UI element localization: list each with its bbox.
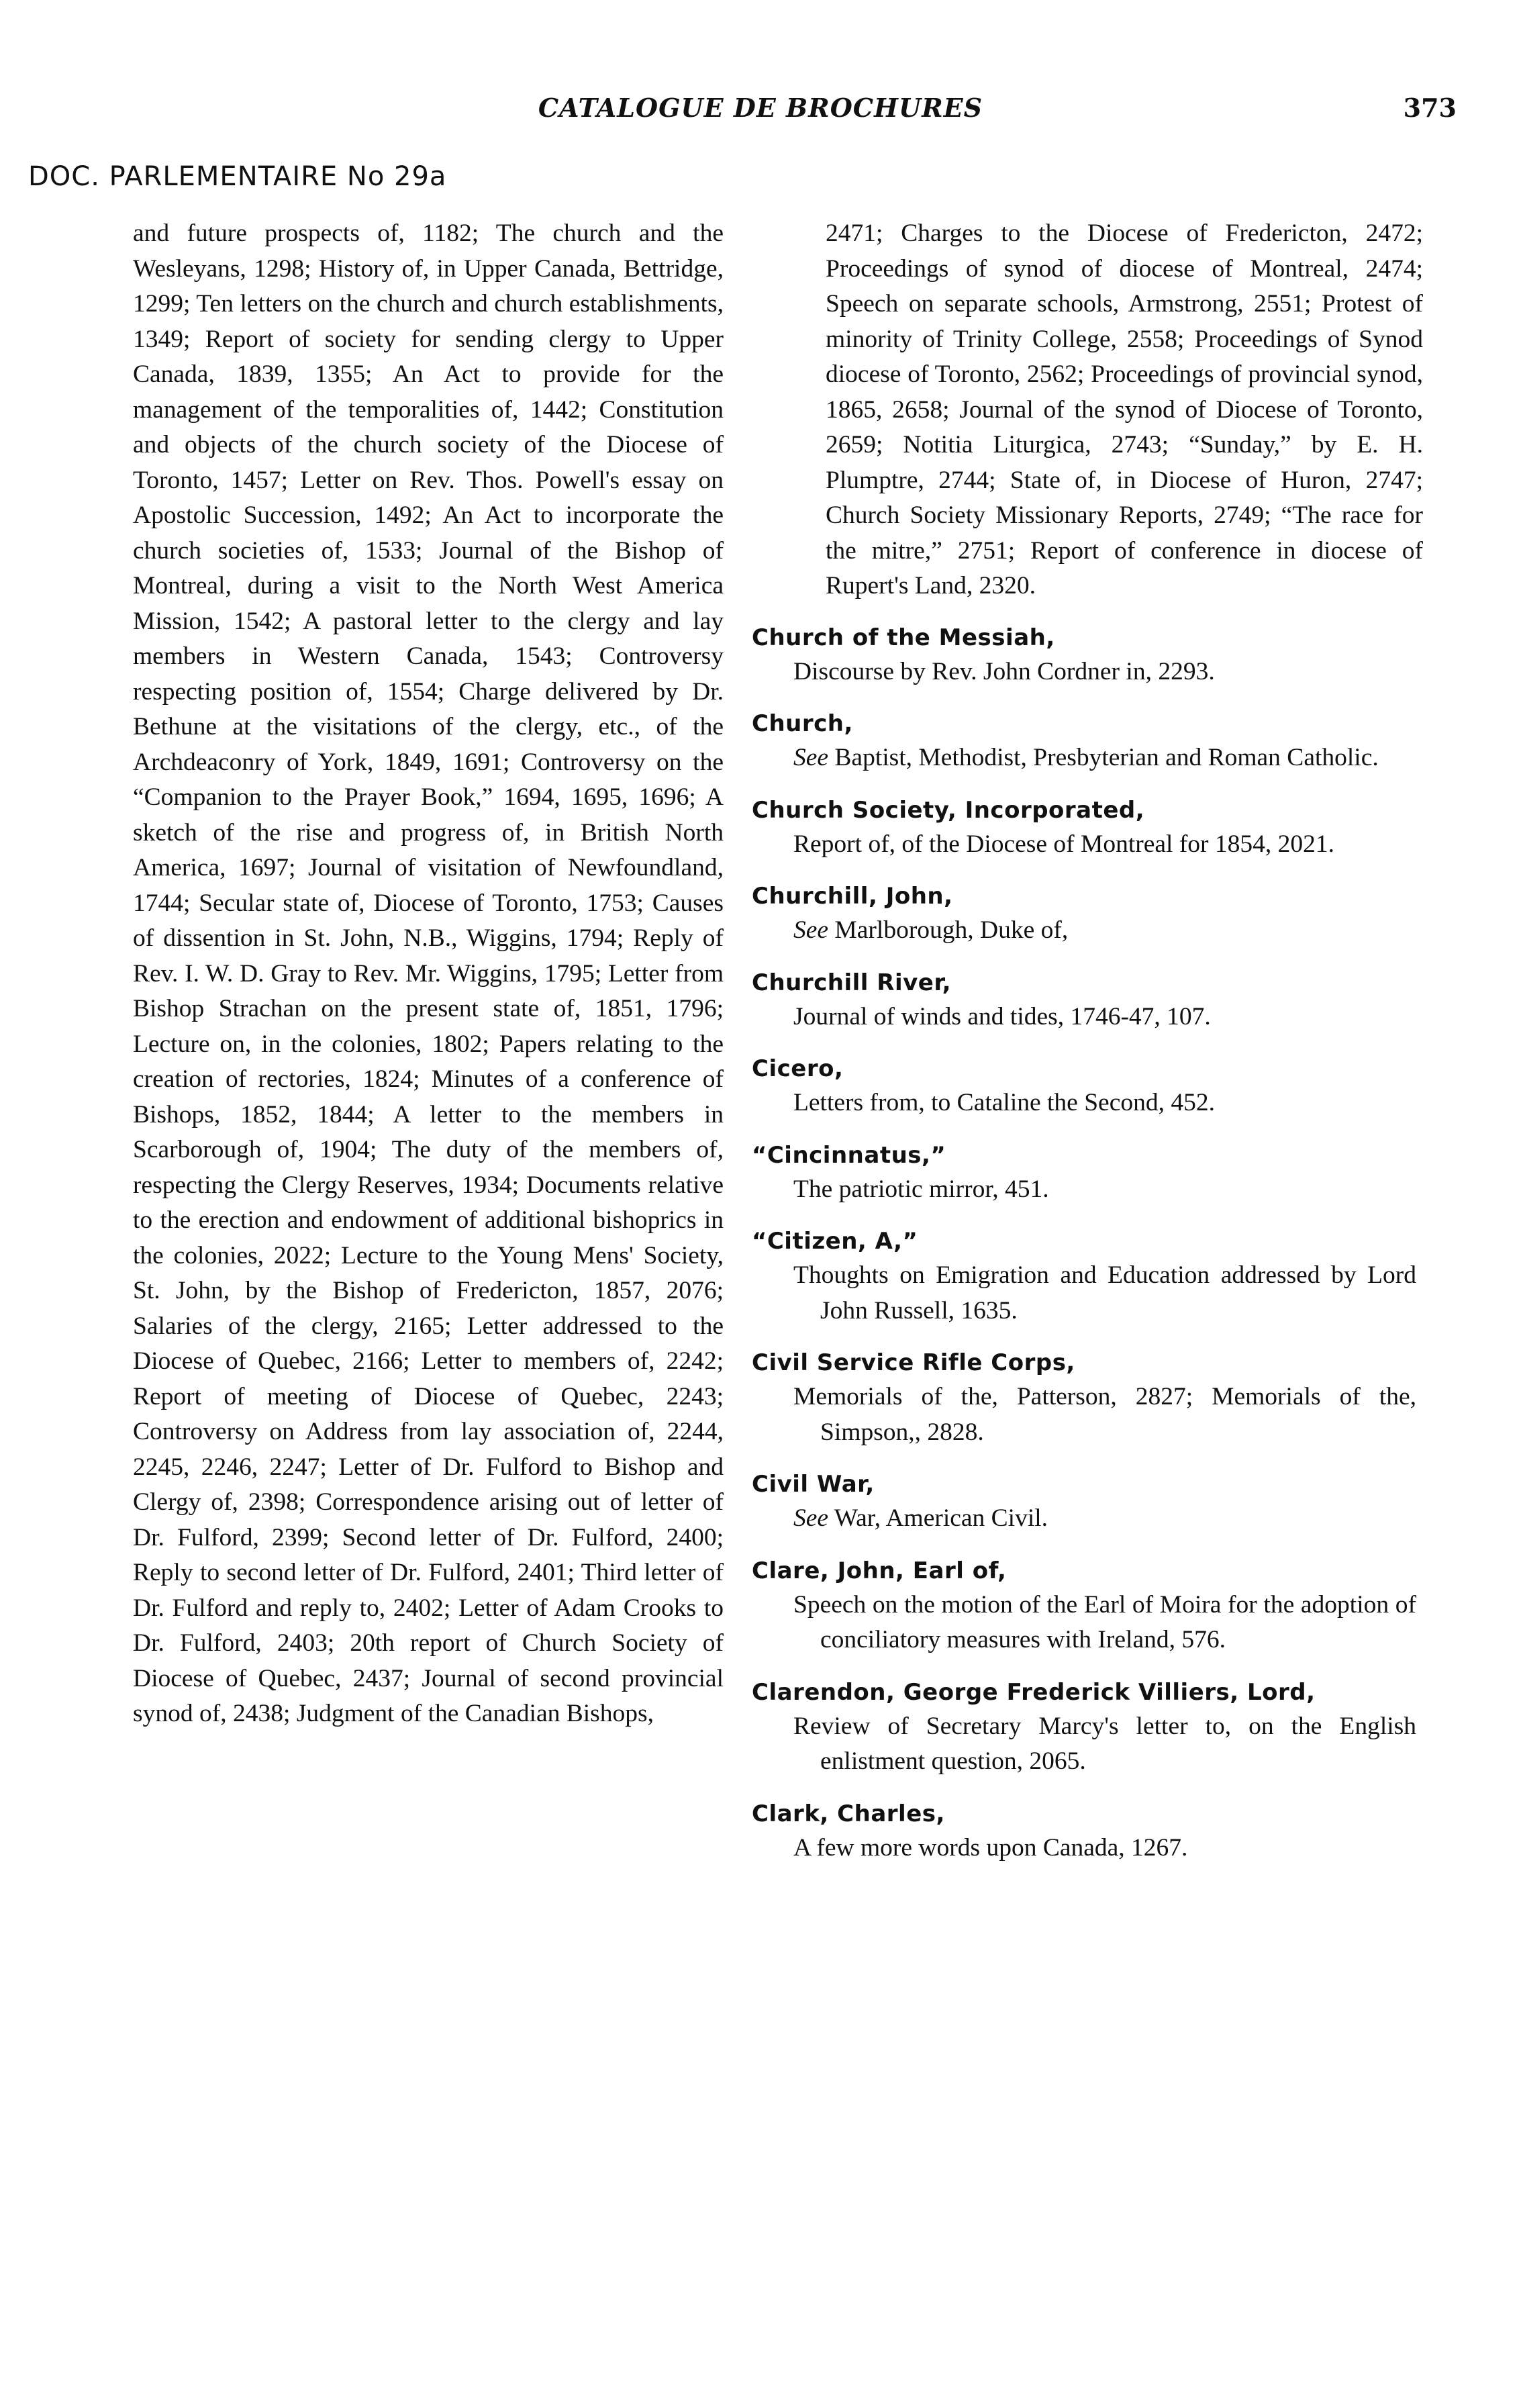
entry-heading: Clarendon, George Frederick Villiers, Lord,	[752, 1678, 1316, 1706]
entry-body	[793, 1501, 1416, 1537]
entry-text: The patriotic mirror, 451.	[793, 1175, 1049, 1203]
entry-text: Review of Secretary Marcy's letter to, on the English enlistment question, 2065.	[793, 1712, 1416, 1775]
index-entry	[752, 879, 1423, 949]
entry-text: War, American Civil.	[834, 1504, 1048, 1532]
entry-text: Speech on the motion of the Earl of Moira for the adoption of conciliatory measures with Ireland, 576.	[793, 1590, 1416, 1653]
index-entry	[752, 1467, 1423, 1537]
entry-heading: Church,	[752, 710, 853, 737]
index-entry	[752, 1797, 1423, 1866]
left-column	[133, 216, 724, 1732]
entry-body	[793, 1086, 1416, 1121]
entry-heading: Civil Service Rifle Corps,	[752, 1349, 1075, 1376]
running-title: CATALOGUE DE BROCHURES	[538, 93, 983, 123]
entry-heading: Civil War,	[752, 1471, 875, 1498]
entry-heading: Cicero,	[752, 1055, 844, 1082]
entry-text: Letters from, to Cataline the Second, 452.	[793, 1089, 1215, 1116]
entry-body	[793, 655, 1416, 690]
entry-text: Thoughts on Emigration and Education addressed by Lord John Russell, 1635.	[793, 1261, 1416, 1325]
entry-body	[793, 1258, 1416, 1329]
continuation-paragraph: 2471; Charges to the Diocese of Fredericton, 2472; Proceedings of synod of diocese of Montreal, 2474; Speech on separate schools, Armstrong, 2551; Protest of minority of Trinity College, 2558; Proceedings of Synod diocese of Toronto, 2562; Proceedings of provincial synod, 1865, 2658; Journal of the synod of Diocese of Toronto, 2659; Notitia Liturgica, 2743; “Sunday,” by E. H. Plumptre, 2744; State of, in Diocese of Huron, 2747; Church Society Missionary Reports, 2749; “The race for the mitre,” 2751; Report of conference in diocese of Rupert's Land, 2320.	[826, 220, 1423, 599]
entry-body	[793, 1000, 1416, 1035]
document-label: DOC. PARLEMENTAIRE No 29a	[28, 161, 447, 192]
entry-text: Discourse by Rev. John Cordner in, 2293.	[793, 657, 1215, 685]
entry-heading: Church Society, Incorporated,	[752, 796, 1145, 824]
entry-body	[793, 827, 1416, 863]
index-entry	[752, 1554, 1423, 1658]
index-entry	[752, 1224, 1423, 1329]
index-entry	[752, 621, 1423, 690]
entry-body	[793, 1831, 1416, 1866]
entry-text: Memorials of the, Patterson, 2827; Memorials of the, Simpson,, 2828.	[793, 1383, 1416, 1446]
entry-heading: Churchill River,	[752, 969, 952, 996]
entry-body	[793, 913, 1416, 949]
index-entry	[752, 793, 1423, 863]
entry-heading: Church of the Messiah,	[752, 624, 1055, 651]
entry-text: Journal of winds and tides, 1746-47, 107.	[793, 1002, 1211, 1030]
index-entry	[752, 1676, 1423, 1780]
entry-text: Marlborough, Duke of,	[834, 916, 1069, 944]
entry-text: A few more words upon Canada, 1267.	[793, 1833, 1188, 1862]
see-reference: See	[793, 916, 829, 944]
entry-heading: Churchill, John,	[752, 883, 953, 910]
left-column-text: and future prospects of, 1182; The church and the Wesleyans, 1298; History of, in Upper Canada, Bettridge, 1299; Ten letters on the church and church establishments, 1349; Report of society for sending clergy to Upper Canada, 1839, 1355; An Act to provide for the management of the temporalities of, 1442; Constitution and objects of the church society of the Diocese of Toronto, 1457; Letter on Rev. Thos. Powell's essay on Apostolic Succession, 1492; An Act to incorporate the church societies of, 1533; Journal of the Bishop of Montreal, during a visit to the North West America Mission, 1542; A pastoral letter to the clergy and lay members in Western Canada, 1543; Controversy respecting position of, 1554; Charge delivered by Dr. Bethune at the visitations of the clergy, etc., of the Archdeaconry of York, 1849, 1691; Controversy on the “Companion to the Prayer Book,” 1694, 1695, 1696; A sketch of the rise and progress of, in British North America, 1697; Journal of visitation of Newfoundland, 1744; Secular state of, Diocese of Toronto, 1753; Causes of dissention in St. John, N.B., Wiggins, 1794; Reply of Rev. I. W. D. Gray to Rev. Mr. Wiggins, 1795; Letter from Bishop Strachan on the present state of, 1851, 1796; Lecture on, in the colonies, 1802; Papers relating to the creation of rectories, 1824; Minutes of a conference of Bishops, 1852, 1844; A letter to the members in Scarborough of, 1904; The duty of the members of, respecting the Clergy Reserves, 1934; Documents relative to the erection and endowment of additional bishoprics in the colonies, 2022; Lecture to the Young Mens' Society, St. John, by the Bishop of Fredericton, 1857, 2076; Salaries of the clergy, 2165; Letter addressed to the Diocese of Quebec, 2166; Letter to members of, 2242; Report of meeting of Diocese of Quebec, 2243; Controversy on Address from lay association of, 2244, 2245, 2246, 2247; Letter of Dr. Fulford to Bishop and Clergy of, 2398; Correspondence arising out of letter of Dr. Fulford, 2399; Second letter of Dr. Fulford, 2400; Reply to second letter of Dr. Fulford, 2401; Third letter of Dr. Fulford and reply to, 2402; Letter of Adam Crooks to Dr. Fulford, 2403; 20th report of Church Society of Diocese of Quebec, 2437; Journal of second provincial synod of, 2438; Judgment of the Canadian Bishops,	[133, 220, 724, 1727]
right-column	[752, 216, 1423, 1883]
page-number: 373	[1403, 93, 1457, 123]
index-entry	[752, 1139, 1423, 1208]
entry-body	[793, 1172, 1416, 1208]
index-entry	[752, 707, 1423, 776]
index-entry	[752, 1052, 1423, 1121]
entry-heading: Clare, John, Earl of,	[752, 1557, 1007, 1584]
index-entry	[752, 966, 1423, 1035]
entry-text: Baptist, Methodist, Presbyterian and Roman Catholic.	[834, 744, 1379, 771]
entry-body	[793, 740, 1416, 776]
entry-body	[793, 1380, 1416, 1450]
entry-heading: “Cincinnatus,”	[752, 1141, 946, 1169]
entry-body	[793, 1709, 1416, 1780]
see-reference: See	[793, 744, 829, 771]
see-reference: See	[793, 1504, 829, 1532]
index-entry	[752, 1346, 1423, 1450]
entry-heading: Clark, Charles,	[752, 1800, 945, 1827]
entry-body	[793, 1588, 1416, 1658]
entry-text: Report of, of the Diocese of Montreal for 1854, 2021.	[793, 830, 1335, 858]
entry-heading: “Citizen, A,”	[752, 1228, 918, 1255]
